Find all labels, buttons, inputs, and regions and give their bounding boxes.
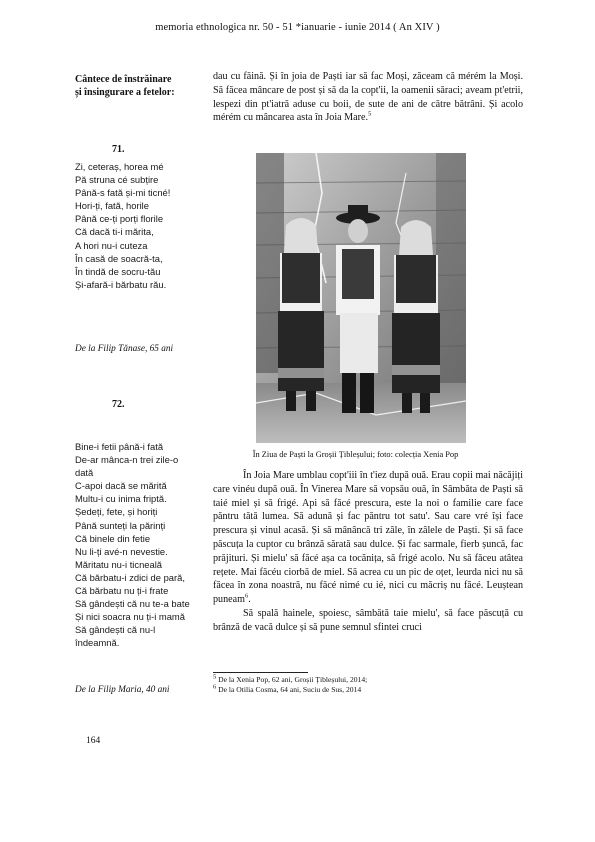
poem-line: Că dacă ti-i mărita, bbox=[75, 226, 154, 238]
top-paragraph-text: dau cu făină. Și în joia de Paști iar să fac Moși, zăceam că mérém la Moși. Să făcea mâncare de post și să da la copt'ii, la oamenii săraci; aveam pt'etrii, lespezi din pt'iatră aduse cu boii, de sute de ani de către bătrâni. Și acolo mérém cu mâncarea asta în Joia Mare. bbox=[213, 71, 523, 124]
poem-line: Că bărbatu nu ți-i frate bbox=[75, 585, 169, 597]
poem-line: Și nici soacra nu ți-i mamă bbox=[75, 611, 185, 623]
footnote bbox=[213, 685, 523, 694]
poem-source: De la Filip Maria, 40 ani bbox=[75, 685, 170, 695]
poem-line: Să gândești că nu-l bbox=[75, 624, 156, 636]
footnote-ref: 6 bbox=[244, 592, 249, 600]
poem-line: Hori-ți, fată, horile bbox=[75, 200, 149, 212]
poem-line: dată bbox=[75, 467, 94, 479]
poem-number: 71. bbox=[112, 144, 125, 155]
top-paragraph bbox=[213, 70, 523, 125]
footnote-mark: 5 bbox=[213, 673, 217, 681]
footnote bbox=[213, 675, 523, 684]
poem-line: Pă struna cé subțire bbox=[75, 174, 159, 186]
poem-line: Să gândești că nu te-a bate bbox=[75, 598, 190, 610]
poem-line: A hori nu-i cuteza bbox=[75, 239, 148, 251]
footnote-text: De la Otilia Cosma, 64 ani, Suciu de Sus, 2014 bbox=[216, 685, 362, 694]
poem-line: Până-s fată și-mi ticné! bbox=[75, 187, 171, 199]
poem-line: Măritatu nu-i ticneală bbox=[75, 558, 163, 570]
poem-72 bbox=[75, 440, 210, 650]
poem-line: C-apoi dacă se mărită bbox=[75, 480, 167, 492]
footnote-text: De la Xenia Pop, 62 ani, Groșii Țibleșului, 2014; bbox=[216, 675, 368, 684]
poem-line: Ședeți, fete, și horiți bbox=[75, 506, 158, 518]
poem-line: Zi, ceteraș, horea mé bbox=[75, 161, 164, 172]
footnote-divider bbox=[213, 672, 308, 673]
poem-line: În tindă de socru-tău bbox=[75, 265, 161, 277]
poem-line: Nu li-ți avé-n nevestie. bbox=[75, 545, 168, 557]
section-title-line2: și însingurare a fetelor: bbox=[75, 87, 175, 98]
poem-line: Și-afară-i bărbatu rău. bbox=[75, 278, 167, 290]
running-header: memoria ethnologica nr. 50 - 51 *ianuarie - iunie 2014 ( An XIV ) bbox=[155, 22, 440, 33]
main-paragraphs: În Joia Mare umblau copt'iii în t'iez după ouă. Erau copii mai năcăjiți care vinéu după ouă. În Vinerea Mare să vopsău ouă, în Sâmbăta de Paști să taié miel și să frigé. Api să făcé prescura, este la noi o familie care face păntru tătă lumea. Să adună și fac păntru tot satu'. Sau care vré își face prescura și vinul acasă. Și să mânâncă tri zâle, în zâlele de Paști. Și să face păscuța la cuptor cu brânză sărată sau dulce. Și fac sarmale, fierb șuncă, fac prăjituri. Și mielu' să făcé așa ca tocănița, să frigé acolo. Nu să făceu atâtea rețete. Mai făcéu ciorbă de miel. Să acrea cu un pic de oțet, leurda nici nu să făcea în zona noastră, nu făcé nimé cu ié, nici cu măcriș nu făcé. Leuștean puneam$^6$. Să spală hainele, spoiesc, sâmbătă taie mielu', să face păscuță cu brânză de vacă dulce și să pune semnul sfintei cruci bbox=[213, 470, 523, 633]
footnote-ref: 5 bbox=[367, 111, 372, 119]
poem-line: Până ce-ți porți florile bbox=[75, 213, 164, 225]
paragraph-text: Să spală hainele, spoiesc, sâmbătă taie mielu', să face păscuță cu brânză de vacă dulce și să pune semnul sfintei cruci bbox=[213, 607, 523, 633]
poem-line: îndeamnă. bbox=[75, 637, 120, 649]
poem-71 bbox=[75, 160, 210, 291]
photo-caption: În Ziua de Paști la Groșii Țibleșului; foto: colecția Xenia Pop bbox=[252, 450, 459, 459]
poem-line: Că binele din fetie bbox=[75, 532, 151, 544]
poem-line: În casă de soacră-ta, bbox=[75, 252, 163, 264]
poem-line: Că bărbatu-i zdici de pară, bbox=[75, 571, 185, 583]
poem-line: De-ar mânca-n trei zile-o bbox=[75, 454, 179, 466]
footnote-mark: 6 bbox=[213, 683, 217, 691]
page-number: 164 bbox=[86, 736, 101, 746]
section-title-line1: Cântece de înstrăinare bbox=[75, 74, 172, 85]
poem-number: 72. bbox=[112, 399, 125, 410]
paragraph-text: În Joia Mare umblau copt'iii în t'iez după ouă. Erau copii mai năcăjiți care vinéu după ouă. În Vinerea Mare să vopsău ouă, în Sâmbăta de Paști să taié miel și să frigé. Api să făcé prescura, este la noi o familie care face păntru tătă lumea. Să adună și fac păntru tot satu'. Sau care vré își face prescura și vinul acasă. Și să mânâncă tri zâle, în zâlele de Paști. Și să face păscuța la cuptor cu brânză sărată sau dulce. Și fac sarmale, fierb șuncă, fac prăjituri. Și mielu' să făcé așa ca tocănița, să frigé acolo. Nu să făceu atâtea rețete. Mai făcéu ciorbă de miel. Să acrea cu un pic de oțet, leurda nici nu să făcea în zona noastră, nu făcé nimé cu ié, nici cu măcriș nu făcé. Leuștean puneam bbox=[213, 470, 523, 606]
poem-source: De la Filip Tănase, 65 ani bbox=[75, 344, 174, 354]
section-title bbox=[75, 73, 215, 99]
poem-line: Multu-i cu inima friptă. bbox=[75, 493, 167, 505]
poem-line: Bine-i fetii până-i fată bbox=[75, 441, 164, 452]
easter-photo bbox=[256, 153, 466, 443]
poem-line: Până sunteți la părinți bbox=[75, 519, 166, 531]
